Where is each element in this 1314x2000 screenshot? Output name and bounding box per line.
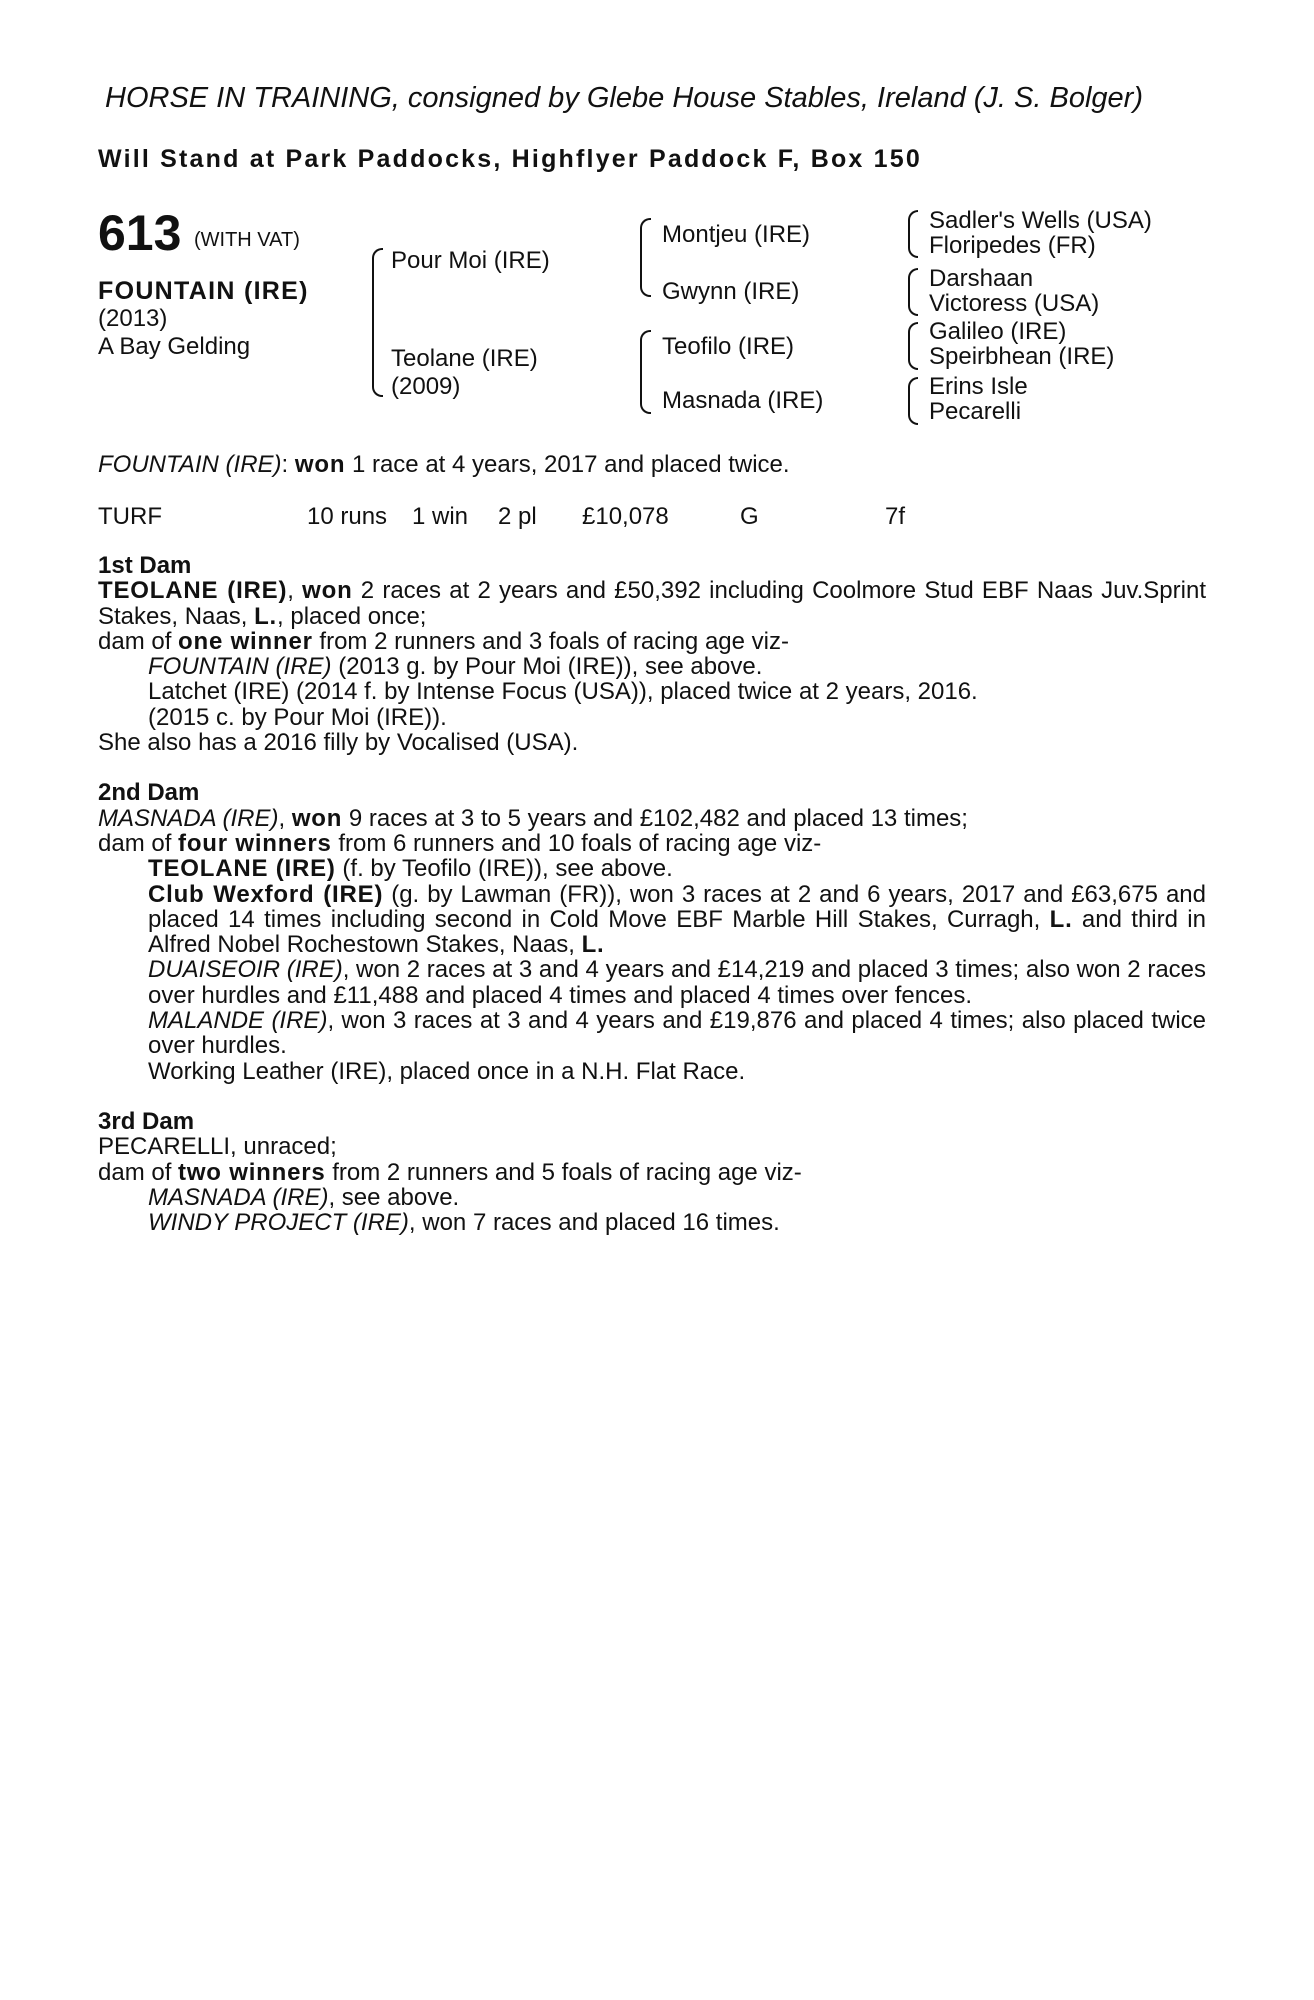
pedigree-dam-dam: Masnada (IRE) bbox=[662, 387, 824, 414]
record-distance: 7f bbox=[885, 503, 906, 530]
first-dam-heading: 1st Dam bbox=[98, 552, 192, 579]
vat-note: (WITH VAT) bbox=[194, 229, 300, 251]
listed-mark: L. bbox=[581, 931, 605, 959]
second-dam-name: MASNADA (IRE) bbox=[98, 804, 279, 832]
produce-name: MALANDE (IRE) bbox=[148, 1007, 328, 1035]
produce-details: , see above. bbox=[328, 1183, 460, 1211]
listed-mark: L. bbox=[254, 602, 278, 630]
second-dam-record: MASNADA (IRE), won 9 races at 3 to 5 years and £102,482 and placed 13 times; bbox=[98, 804, 968, 832]
pedigree-gen3-8: Pecarelli bbox=[929, 398, 1022, 425]
pedigree-gen3-2: Floripedes (FR) bbox=[929, 232, 1096, 259]
record-wins: 1 win bbox=[412, 503, 469, 530]
listed-mark: L. bbox=[1049, 905, 1073, 933]
produce-item: Latchet (IRE) (2014 f. by Intense Focus (USA)), placed twice at 2 years, 2016. bbox=[148, 678, 978, 706]
pedigree-brace-gen2-sire bbox=[640, 218, 651, 297]
dam-of-label: dam of bbox=[98, 1158, 172, 1186]
produce-item bbox=[98, 856, 1206, 881]
produce-details: , won 3 races at 3 and 4 years and £19,876 and placed 4 times; also placed twice over hurdles. bbox=[148, 1007, 1207, 1060]
produce-name: DUAISEOIR (IRE) bbox=[148, 956, 343, 984]
pedigree-dam-sire: Teofilo (IRE) bbox=[662, 333, 795, 360]
pedigree-gen3-6: Speirbhean (IRE) bbox=[929, 343, 1115, 370]
pedigree-sire-dam: Gwynn (IRE) bbox=[662, 278, 800, 305]
produce-details: , won 2 races at 3 and 4 years and £14,219 and placed 3 times; also won 2 races over hurdles and £11,488 and placed 4 times and placed 4 times over fences. bbox=[148, 956, 1207, 1009]
dam-of-label: dam of bbox=[98, 829, 172, 857]
produce-item bbox=[98, 1185, 1206, 1210]
pedigree-gen3-3: Darshaan bbox=[929, 265, 1034, 292]
pedigree-sire: Pour Moi (IRE) bbox=[391, 247, 550, 274]
record-surface: TURF bbox=[98, 503, 162, 530]
produce-item bbox=[98, 654, 1206, 679]
record-going: G bbox=[740, 503, 759, 530]
pedigree-dam-year: (2009) bbox=[391, 373, 461, 400]
pedigree-brace-gen3-3 bbox=[908, 322, 918, 370]
produce-details: (g. by Lawman (FR)), won 3 races at 2 and 6 years, 2017 and £63,675 and placed 14 times including second in Cold Move EBF Marble Hill Stakes, Curragh, bbox=[148, 880, 1206, 933]
pedigree-gen3-5: Galileo (IRE) bbox=[929, 318, 1067, 345]
race-summary bbox=[98, 451, 790, 479]
foal-count: from 2 runners and 3 foals of racing age viz- bbox=[319, 627, 789, 655]
pedigree-gen3-4: Victoress (USA) bbox=[929, 290, 1100, 317]
produce-item bbox=[98, 1008, 1206, 1059]
pedigree-gen3-7: Erins Isle bbox=[929, 373, 1028, 400]
produce-item bbox=[98, 957, 1206, 1008]
produce-name: TEOLANE (IRE) bbox=[148, 855, 336, 883]
produce-item: (2015 c. by Pour Moi (IRE)). bbox=[148, 703, 447, 731]
winner-count: one winner bbox=[178, 627, 313, 655]
record-earnings: £10,078 bbox=[582, 503, 669, 530]
second-dam-text: 9 races at 3 to 5 years and £102,482 and placed 13 times; bbox=[348, 804, 968, 832]
produce-details: , won 7 races and placed 16 times. bbox=[408, 1209, 780, 1237]
first-dam-text: 2 races at 2 years and £50,392 including Coolmore Stud EBF Naas Juv.Sprint Stakes, Naas, bbox=[98, 577, 1206, 630]
first-dam-name: TEOLANE (IRE) bbox=[98, 577, 288, 605]
lot-number: 613 bbox=[98, 205, 182, 261]
dam-of-label: dam of bbox=[98, 627, 172, 655]
pedigree-brace-gen3-2 bbox=[908, 268, 918, 316]
produce-details-2: and third in Alfred Nobel Rochestown Stakes, Naas, bbox=[148, 905, 1206, 959]
stand-location: Will Stand at Park Paddocks, Highflyer Paddock F, Box 150 bbox=[98, 145, 922, 173]
produce-item bbox=[148, 882, 1206, 958]
produce-name: MASNADA (IRE) bbox=[148, 1183, 329, 1211]
horse-name: FOUNTAIN (IRE) bbox=[98, 277, 309, 305]
record-placed: 2 pl bbox=[498, 503, 537, 530]
pedigree-sire-sire: Montjeu (IRE) bbox=[662, 221, 811, 248]
produce-name: WINDY PROJECT (IRE) bbox=[148, 1209, 409, 1237]
catalogue-header: HORSE IN TRAINING, consigned by Glebe House Stables, Ireland (J. S. Bolger) bbox=[105, 82, 1143, 114]
summary-colon: : bbox=[281, 451, 289, 478]
third-dam-heading: 3rd Dam bbox=[98, 1107, 195, 1135]
pedigree-gen3-1: Sadler's Wells (USA) bbox=[929, 207, 1152, 234]
first-dam-won: won bbox=[302, 577, 353, 605]
second-dam-won: won bbox=[291, 804, 343, 832]
first-dam-record: TEOLANE (IRE), won 2 races at 2 years and £50,392 including Coolmore Stud EBF Naas Juv.Sprint Stakes, Naas, L., placed once; bbox=[98, 577, 1206, 630]
first-dam-produce bbox=[98, 629, 1206, 654]
produce-item: Working Leather (IRE), placed once in a N.H. Flat Race. bbox=[148, 1057, 746, 1085]
horse-description: A Bay Gelding bbox=[98, 333, 251, 360]
second-dam-heading: 2nd Dam bbox=[98, 779, 200, 807]
first-dam-note: She also has a 2016 filly by Vocalised (USA). bbox=[98, 729, 579, 757]
second-dam-produce bbox=[98, 831, 1206, 856]
winner-count: four winners bbox=[178, 829, 332, 857]
summary-horse-name: FOUNTAIN (IRE) bbox=[98, 451, 282, 478]
produce-item bbox=[98, 1210, 1206, 1235]
summary-won: won bbox=[294, 451, 346, 478]
pedigree-brace-gen3-4 bbox=[908, 377, 918, 425]
horse-year: (2013) bbox=[98, 305, 168, 332]
pedigree-brace-gen2-dam bbox=[640, 330, 651, 414]
record-runs: 10 runs bbox=[307, 503, 388, 530]
produce-name: Club Wexford (IRE) bbox=[148, 880, 384, 908]
foal-count: from 6 runners and 10 foals of racing age viz- bbox=[338, 829, 822, 857]
winner-count: two winners bbox=[178, 1158, 326, 1186]
produce-name: FOUNTAIN (IRE) bbox=[148, 653, 332, 681]
summary-text: 1 race at 4 years, 2017 and placed twice. bbox=[351, 451, 790, 478]
foal-count: from 2 runners and 5 foals of racing age viz- bbox=[332, 1158, 802, 1186]
produce-details: (2013 g. by Pour Moi (IRE)), see above. bbox=[338, 653, 763, 681]
first-dam-text-end: , placed once; bbox=[277, 602, 427, 630]
pedigree-brace-gen1 bbox=[372, 248, 383, 397]
third-dam-name: PECARELLI, unraced; bbox=[98, 1133, 337, 1161]
pedigree-dam: Teolane (IRE) bbox=[391, 345, 538, 372]
produce-details: (f. by Teofilo (IRE)), see above. bbox=[342, 855, 673, 883]
pedigree-brace-gen3-1 bbox=[908, 210, 918, 258]
third-dam-produce bbox=[98, 1160, 1206, 1185]
produce-record bbox=[98, 553, 1206, 1235]
